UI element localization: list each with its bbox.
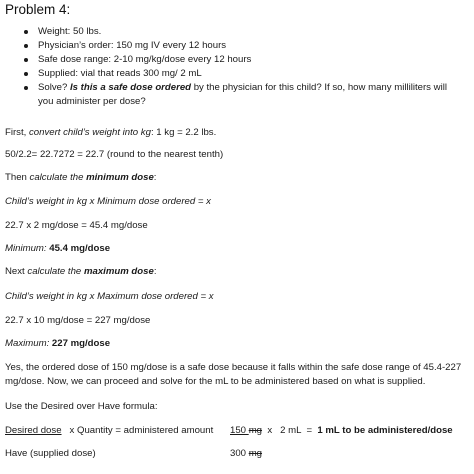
- numerator-value: 150: [230, 425, 249, 436]
- max-intro-d: :: [153, 266, 157, 277]
- min-calculation: 22.7 x 2 mg/dose = 45.4 mg/dose: [5, 220, 148, 231]
- given-info-list: [22, 25, 458, 109]
- formula-intro: Use the Desired over Have formula:: [5, 401, 158, 412]
- min-result: [5, 242, 110, 256]
- formula-middle: x Quantity = administered amount: [61, 425, 214, 436]
- min-intro: [5, 171, 156, 185]
- list-item-solve: [22, 81, 458, 109]
- max-formula: Child’s weight in kg x Maximum dose ordered = x: [5, 291, 214, 302]
- formula-numerator-row: [5, 424, 213, 438]
- step1-suffix: : 1 kg = 2.2 lbs.: [150, 127, 217, 138]
- step-convert-weight: [5, 126, 216, 140]
- list-item: Physician’s order: 150 mg IV every 12 hours: [22, 39, 458, 53]
- solve-emphasis: Is this a safe dose ordered: [70, 82, 192, 93]
- max-intro: [5, 265, 156, 279]
- problem-title: Problem 4:: [5, 2, 71, 17]
- min-formula: Child’s weight in kg x Minimum dose ordered = x: [5, 196, 211, 207]
- min-result-label: Minimum:: [5, 243, 50, 254]
- list-item: Safe dose range: 2-10 mg/kg/dose every 12 hours: [22, 53, 458, 67]
- max-result-value: 227 mg/dose: [51, 338, 111, 349]
- min-intro-a: Then: [5, 172, 30, 183]
- max-intro-c: maximum dose: [83, 266, 154, 277]
- denominator-value: 300: [230, 448, 249, 459]
- step1-italic: convert child’s weight into kg: [28, 127, 151, 138]
- min-intro-c: minimum dose: [86, 172, 154, 183]
- conclusion-paragraph: Yes, the ordered dose of 150 mg/dose is a safe dose because it falls within the safe dose range of 45.4-227 mg/dose. Now, we can proceed and solve for the mL to be administered based on what is supplied.: [5, 362, 462, 387]
- have-label: Have (supplied dose): [5, 448, 96, 459]
- max-intro-a: Next: [5, 266, 28, 277]
- solve-rest: by the physician for this child? If so, how many milliliters will you administer per dose?: [38, 82, 447, 107]
- final-answer: 1 mL to be administered/dose: [317, 425, 453, 436]
- max-calculation: 22.7 x 10 mg/dose = 227 mg/dose: [5, 315, 151, 326]
- max-result-label: Maximum:: [5, 338, 52, 349]
- denominator-unit: mg: [248, 448, 263, 459]
- list-item: Weight: 50 lbs.: [22, 25, 458, 39]
- list-item: Supplied: vial that reads 300 mg/ 2 mL: [22, 67, 458, 81]
- weight-calculation: 50/2.2= 22.7272 = 22.7 (round to the nearest tenth): [5, 149, 224, 160]
- min-result-value: 45.4 mg/dose: [49, 243, 111, 254]
- formula-times: x 2 mL =: [262, 425, 318, 436]
- max-intro-b: calculate the: [27, 266, 84, 277]
- numerator-unit: mg: [248, 425, 263, 436]
- solve-prefix: Solve?: [38, 82, 70, 93]
- formula-calculation: [230, 424, 453, 438]
- min-intro-d: :: [153, 172, 157, 183]
- min-intro-b: calculate the: [29, 172, 87, 183]
- max-result: [5, 337, 110, 351]
- step1-prefix: First,: [5, 127, 29, 138]
- desired-dose-label: Desired dose: [5, 425, 62, 436]
- formula-denominator: [230, 447, 262, 461]
